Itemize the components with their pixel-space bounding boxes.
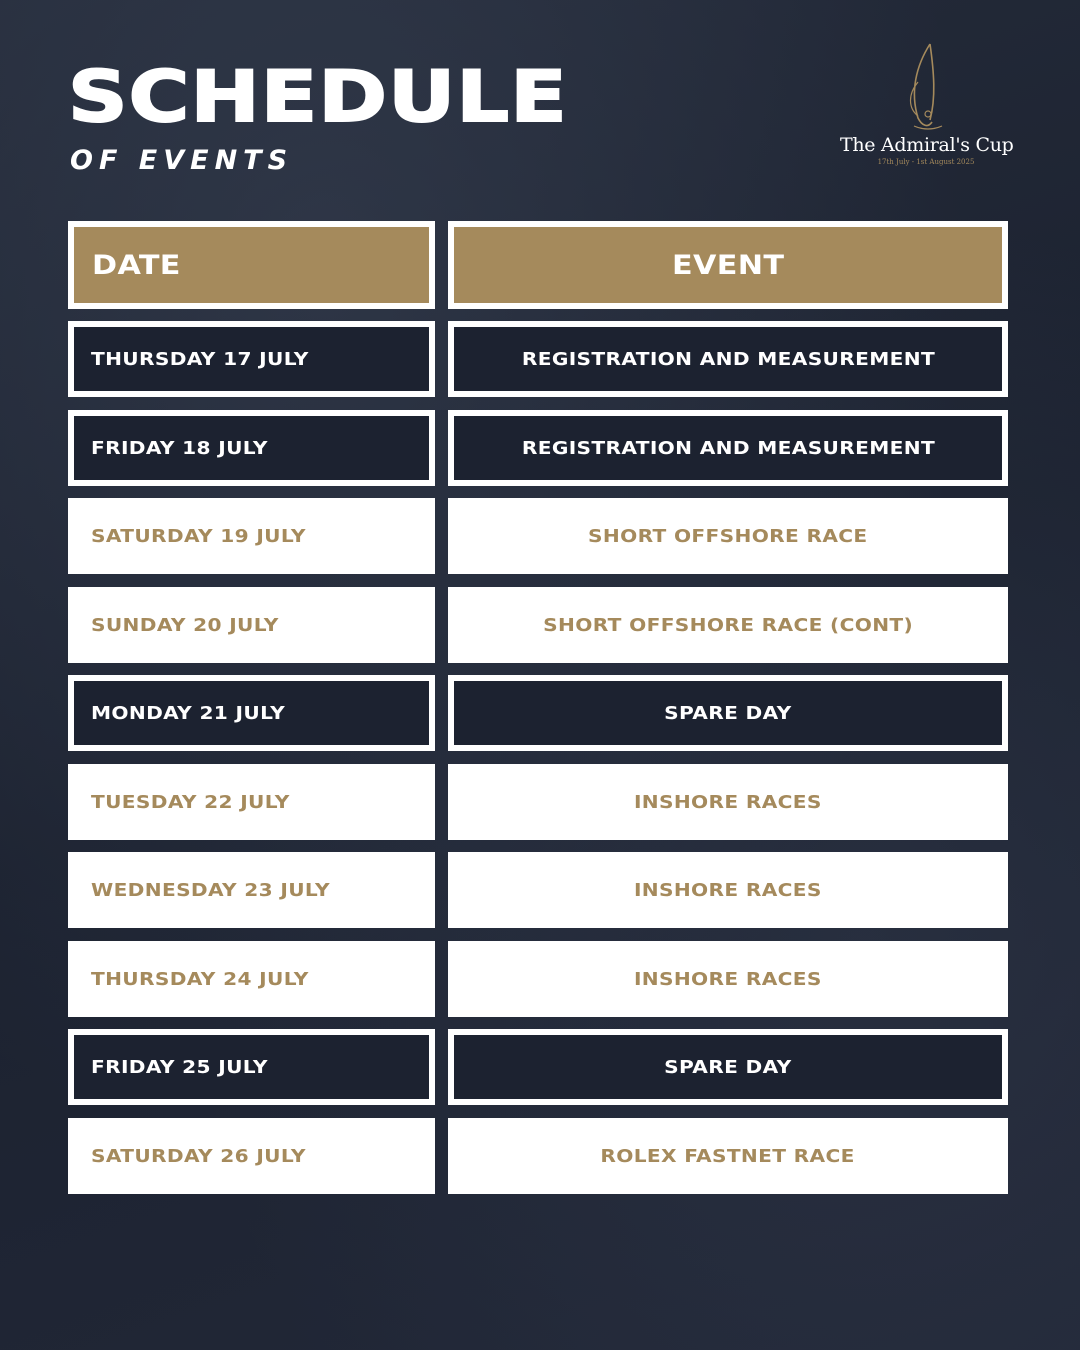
admirals-cup-logo	[840, 42, 1012, 177]
table-row-date: SATURDAY 26 JULY	[68, 1118, 435, 1194]
table-row-date: FRIDAY 25 JULY	[68, 1029, 435, 1105]
sail-icon	[896, 42, 956, 134]
logo-name: The Admiral's Cup	[840, 134, 1014, 156]
table-row-date: THURSDAY 24 JULY	[68, 941, 435, 1017]
table-row-event: SHORT OFFSHORE RACE	[448, 498, 1008, 574]
table-row-event: SPARE DAY	[448, 1029, 1008, 1105]
table-row-event: ROLEX FASTNET RACE	[448, 1118, 1008, 1194]
table-row-date: MONDAY 21 JULY	[68, 675, 435, 751]
table-row-event: REGISTRATION AND MEASUREMENT	[448, 410, 1008, 486]
page-subtitle: OF EVENTS	[70, 145, 294, 176]
table-row-event: INSHORE RACES	[448, 764, 1008, 840]
table-row-date: FRIDAY 18 JULY	[68, 410, 435, 486]
table-row-date: TUESDAY 22 JULY	[68, 764, 435, 840]
date-column-header: DATE	[68, 221, 435, 309]
table-row-date: SUNDAY 20 JULY	[68, 587, 435, 663]
table-row-date: SATURDAY 19 JULY	[68, 498, 435, 574]
logo-dates: 17th July - 1st August 2025	[877, 158, 975, 166]
table-row-event: INSHORE RACES	[448, 941, 1008, 1017]
table-row-event: REGISTRATION AND MEASUREMENT	[448, 321, 1008, 397]
page-title: SCHEDULE	[68, 56, 568, 138]
table-row-event: INSHORE RACES	[448, 852, 1008, 928]
table-row-event: SPARE DAY	[448, 675, 1008, 751]
table-row-event: SHORT OFFSHORE RACE (CONT)	[448, 587, 1008, 663]
event-column-header: EVENT	[448, 221, 1008, 309]
table-row-date: WEDNESDAY 23 JULY	[68, 852, 435, 928]
table-row-date: THURSDAY 17 JULY	[68, 321, 435, 397]
